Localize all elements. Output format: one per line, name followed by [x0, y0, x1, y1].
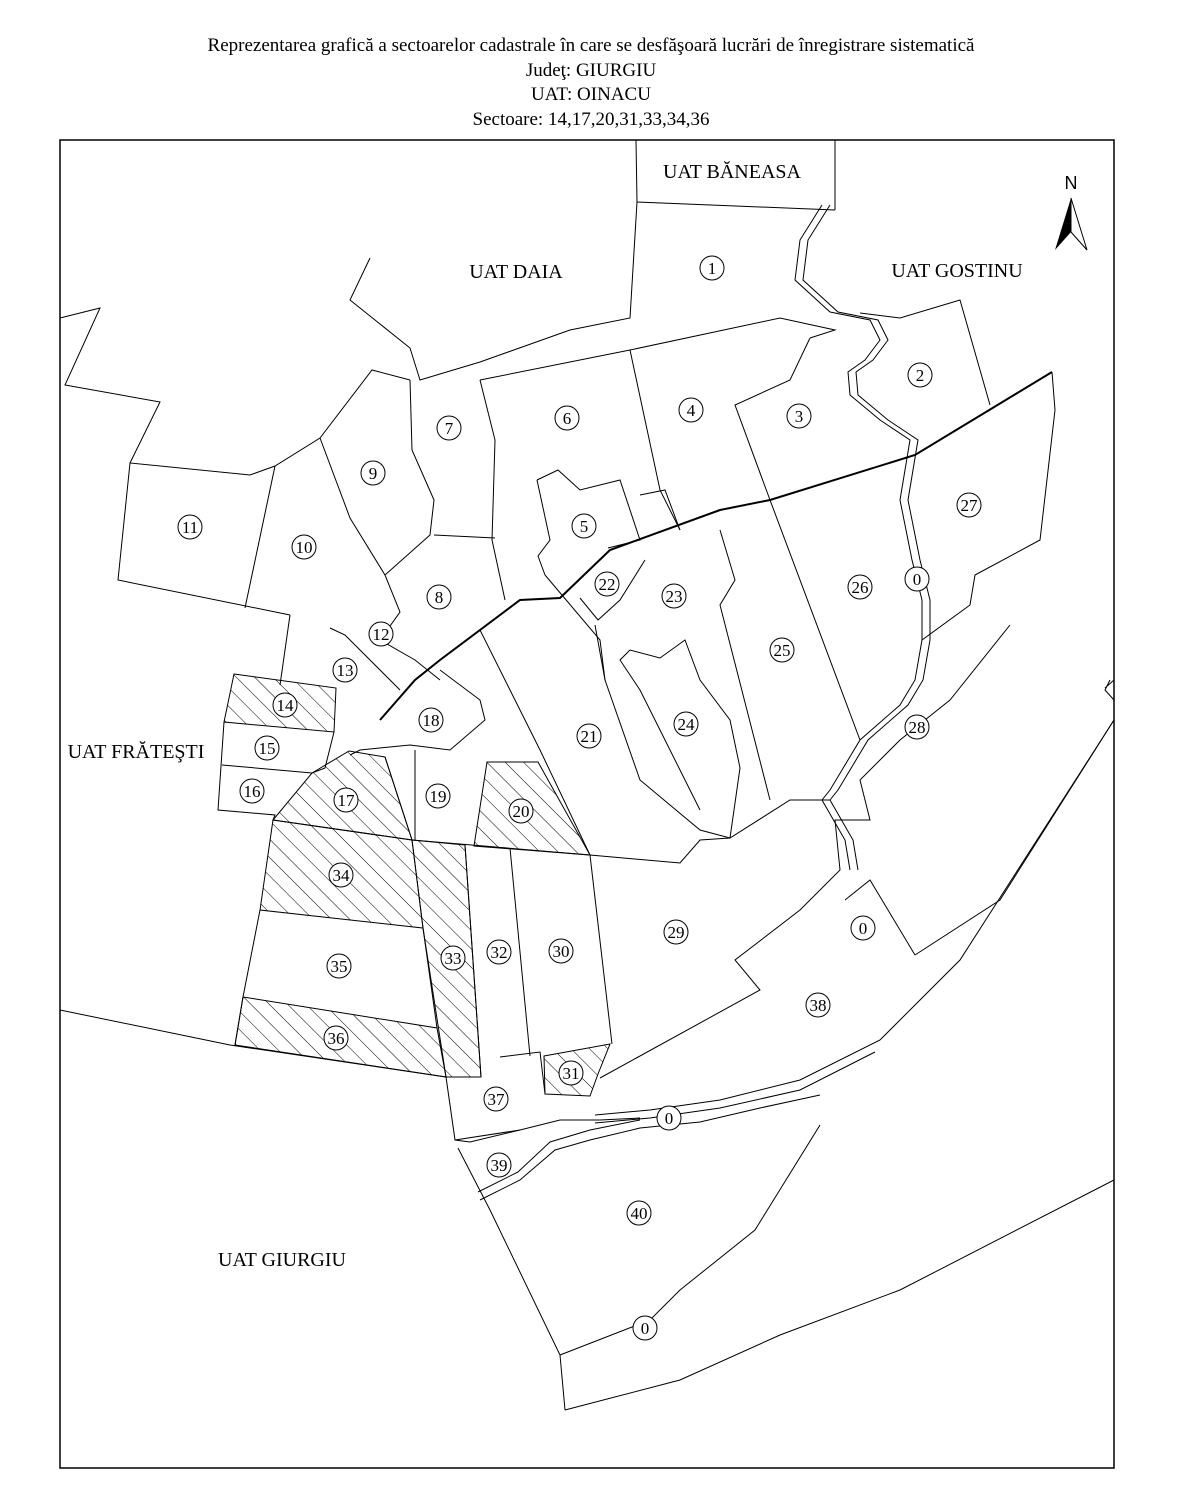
sector-number: 24 [677, 715, 695, 734]
sector-number: 11 [181, 518, 199, 537]
sector-number: 2 [915, 366, 925, 385]
sector-label-2[interactable] [908, 363, 932, 387]
sector-label-9[interactable] [361, 461, 385, 485]
county-line: Judeţ: GIURGIU [525, 59, 657, 81]
sector-number: 7 [444, 419, 454, 438]
sector-label-11[interactable] [178, 515, 202, 539]
uat-baneasa-label: UAT BĂNEASA [663, 161, 801, 183]
sector-label-24[interactable] [674, 712, 698, 736]
sector-label-17[interactable] [334, 788, 358, 812]
sector-number: 3 [794, 407, 804, 426]
sector-label-26[interactable] [848, 575, 872, 599]
sector-number: 27 [960, 496, 978, 515]
sector-label-28[interactable] [905, 715, 929, 739]
sector-label-21[interactable] [577, 724, 601, 748]
uat-daia-label: UAT DAIA [469, 261, 563, 283]
sector-label-7[interactable] [437, 416, 461, 440]
sector-label-3[interactable] [787, 404, 811, 428]
sector-label-40[interactable] [627, 1201, 651, 1225]
sector-label-35[interactable] [327, 954, 351, 978]
sector-label-31[interactable] [559, 1061, 583, 1085]
sector-number: 0 [858, 919, 868, 938]
sector-number: 1 [707, 259, 717, 278]
sector-label-30[interactable] [549, 939, 573, 963]
sector-label-6[interactable] [555, 406, 579, 430]
sector-label-27[interactable] [957, 493, 981, 517]
sector-label-1[interactable] [700, 256, 724, 280]
sector-label-32[interactable] [487, 940, 511, 964]
sector-label-0c[interactable] [657, 1106, 681, 1130]
sector-label-13[interactable] [333, 658, 357, 682]
sector-label-15[interactable] [255, 736, 279, 760]
sector-number: 0 [664, 1109, 674, 1128]
uat-line: UAT: OINACU [531, 84, 651, 105]
sector-number: 4 [686, 401, 696, 420]
sector-number: 28 [908, 718, 926, 737]
sector-number: 15 [258, 739, 276, 758]
sector-number: 33 [444, 949, 462, 968]
sector-label-23[interactable] [662, 584, 686, 608]
sector-number: 13 [336, 661, 354, 680]
sector-number: 31 [562, 1064, 580, 1083]
sector-number: 39 [490, 1156, 508, 1175]
sector-number: 38 [809, 996, 827, 1015]
sector-label-34[interactable] [329, 863, 353, 887]
sector-number: 30 [552, 942, 570, 961]
sector-number: 21 [580, 727, 598, 746]
sector-number: 35 [330, 957, 348, 976]
sector-number: 25 [773, 641, 791, 660]
sector-number: 18 [422, 711, 440, 730]
uat-fratesti-label: UAT FRĂTEŞTI [67, 741, 205, 763]
sector-number: 20 [512, 802, 530, 821]
sector-label-0d[interactable] [633, 1316, 657, 1340]
sector-label-4[interactable] [679, 398, 703, 422]
sector-number: 40 [630, 1204, 648, 1223]
sector-label-33[interactable] [441, 946, 465, 970]
sector-label-38[interactable] [806, 993, 830, 1017]
sector-number: 36 [327, 1029, 345, 1048]
sectors-line: Sectoare: 14,17,20,31,33,34,36 [472, 108, 710, 130]
sector-number: 29 [667, 923, 685, 942]
sector-label-0b[interactable] [851, 916, 875, 940]
north-arrow-icon [1055, 173, 1087, 250]
sector-label-39[interactable] [487, 1153, 511, 1177]
sector-label-0a[interactable] [905, 567, 929, 591]
hatched-sectors [224, 674, 610, 1096]
sector-number: 6 [562, 409, 572, 428]
sector-number: 22 [598, 575, 616, 594]
sector-number: 32 [490, 943, 508, 962]
sector-number: 14 [276, 696, 294, 715]
sector-label-25[interactable] [770, 638, 794, 662]
sector-label-5[interactable] [572, 514, 596, 538]
sector-label-18[interactable] [419, 708, 443, 732]
sector-number: 37 [487, 1090, 505, 1109]
sector-number: 0 [912, 570, 922, 589]
sector-label-16[interactable] [240, 779, 264, 803]
uat-giurgiu-label: UAT GIURGIU [218, 1249, 346, 1271]
sector-label-37[interactable] [484, 1087, 508, 1111]
sector-number: 10 [295, 538, 313, 557]
sector-number: 34 [332, 866, 350, 885]
sector-label-14[interactable] [273, 693, 297, 717]
sector-label-10[interactable] [292, 535, 316, 559]
sector-label-22[interactable] [595, 572, 619, 596]
sector-number: 5 [579, 517, 589, 536]
sector-boundaries [60, 140, 1114, 1410]
sector-number: 8 [434, 588, 444, 607]
sector-label-8[interactable] [427, 585, 451, 609]
sector-number: 12 [372, 625, 390, 644]
sector-number: 26 [851, 578, 869, 597]
sector-number: 19 [429, 787, 447, 806]
sector-number: 16 [243, 782, 261, 801]
sector-label-19[interactable] [426, 784, 450, 808]
north-label: N [1064, 173, 1078, 193]
sector-number: 9 [368, 464, 378, 483]
sector-label-12[interactable] [369, 622, 393, 646]
sector-label-29[interactable] [664, 920, 688, 944]
river [455, 205, 1114, 1200]
sector-label-20[interactable] [509, 799, 533, 823]
sector-number: 0 [640, 1319, 650, 1338]
sector-label-36[interactable] [324, 1026, 348, 1050]
map-title: Reprezentarea grafică a sectoarelor cadastrale în care se desfăşoară lucrări de înregistrare sistematică [207, 35, 975, 56]
uat-gostinu-label: UAT GOSTINU [891, 260, 1023, 282]
sector-number: 17 [337, 791, 355, 810]
sector-number: 23 [665, 587, 683, 606]
